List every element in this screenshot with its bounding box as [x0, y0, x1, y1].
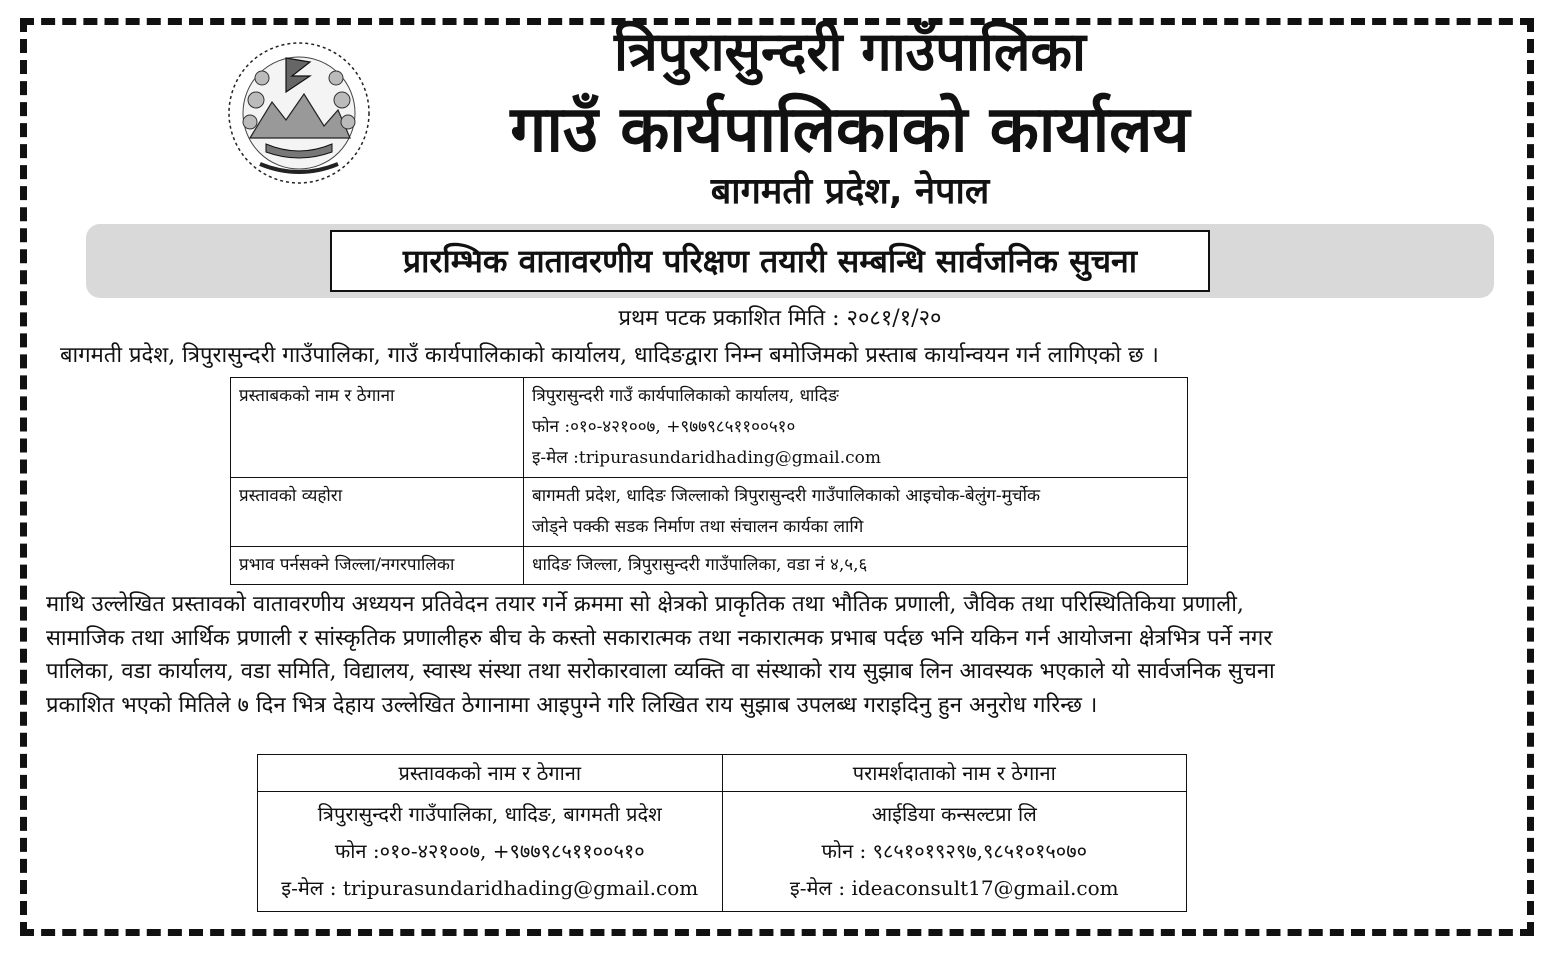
proponent-name: त्रिपुरासुन्दरी गाउँपालिका, धादिङ, बागमती प्रदेश	[317, 802, 662, 826]
request-paragraph	[46, 588, 1516, 722]
value-line: त्रिपुरासुन्दरी गाउँ कार्यपालिकाको कार्यालय, धादिङ	[532, 386, 839, 406]
office-name: गाउँ कार्यपालिकाको कार्यालय	[510, 93, 1190, 167]
consultant-contact	[722, 792, 1187, 912]
value-line: बागमती प्रदेश, धादिङ जिल्लाको त्रिपुरासुन्दरी गाउँपालिकाको आइचोक-बेलुंग-मुर्चोक	[532, 486, 1041, 506]
consultant-email: इ-मेल : ideaconsult17@gmail.com	[789, 876, 1119, 900]
intro-paragraph: बागमती प्रदेश, त्रिपुरासुन्दरी गाउँपालिका, गाउँ कार्यपालिकाको कार्यालय, धादिङद्वारा निम्न बमोजिमको प्रस्ताब कार्यान्वयन गर्न लागिएको छ ।	[60, 343, 1159, 368]
column-header: परामर्शदाताको नाम र ठेगाना	[722, 755, 1187, 792]
row-label: प्रभाव पर्नसक्ने जिल्ला/नगरपालिका	[231, 547, 524, 585]
notice-title: प्रारम्भिक वातावरणीय परिक्षण तयारी सम्बन्धि सार्वजनिक सुचना	[330, 230, 1210, 292]
paragraph-line: माथि उल्लेखित प्रस्तावको वातावरणीय अध्ययन प्रतिवेदन तयार गर्ने क्रममा सो क्षेत्रको प्राकृतिक तथा भौतिक प्रणाली, जैविक तथा परिस्थितिकिया प्रणाली,	[46, 592, 1244, 617]
municipality-name: त्रिपुरासुन्दरी गाउँपालिका	[614, 20, 1086, 83]
proponent-email: इ-मेल : tripurasundaridhading@gmail.com	[281, 876, 699, 900]
row-label: प्रस्तावको व्यहोरा	[231, 478, 524, 547]
column-header: प्रस्तावकको नाम र ठेगाना	[258, 755, 723, 792]
province-name: बागमती प्रदेश, नेपाल	[710, 171, 990, 212]
table-row	[258, 792, 1187, 912]
proponent-contact	[258, 792, 723, 912]
value-line: फोन :०१०-४२१००७, +९७७९८५११००५१०	[532, 417, 796, 437]
contact-table	[257, 754, 1187, 912]
consultant-phone: फोन : ९८५१०१९२९७,९८५१०१५०७०	[821, 839, 1087, 863]
paragraph-line: सामाजिक तथा आर्थिक प्रणाली र सांस्कृतिक प्रणालीहरु बीच के कस्तो सकारात्मक तथा नकारात्मक प्रभाब पर्दछ भनि यकिन गर्न आयोजना क्षेत्रभित्र पर्ने नगर	[46, 625, 1273, 651]
proponent-phone: फोन :०१०-४२१००७, +९७७९८५११००५१०	[334, 839, 645, 863]
row-value	[524, 478, 1188, 547]
table-row	[231, 378, 1188, 478]
paragraph-line: प्रकाशित भएको मितिले ७ दिन भित्र देहाय उल्लेखित ठेगानामा आइपुग्ने गरि लिखित राय सुझाब उपलब्ध गराइदिनु हुन अनुरोध गरिन्छ ।	[46, 692, 1098, 718]
row-value	[524, 547, 1188, 585]
table-header-row	[258, 755, 1187, 792]
row-value	[524, 378, 1188, 478]
paragraph-line: पालिका, वडा कार्यालय, वडा समिति, विद्यालय, स्वास्थ संस्था तथा सरोकारवाला व्यक्ति वा संस्थाको राय सुझाब लिन आवस्यक भएकाले यो सार्वजनिक सुचना	[46, 659, 1275, 684]
table-row	[231, 478, 1188, 547]
publish-date: प्रथम पटक प्रकाशित मिति : २०८१/१/२०	[618, 306, 942, 331]
consultant-name: आईडिया कन्सल्टप्रा लि	[871, 802, 1037, 826]
row-label: प्रस्ताबकको नाम र ठेगाना	[231, 378, 524, 478]
table-row	[231, 547, 1188, 585]
value-line: धादिङ जिल्ला, त्रिपुरासुन्दरी गाउँपालिका, वडा नं ४,५,६	[532, 555, 868, 575]
value-line: जोड्ने पक्की सडक निर्माण तथा संचालन कार्यका लागि	[532, 517, 864, 537]
value-line: इ-मेल :tripurasundaridhading@gmail.com	[532, 448, 882, 468]
proposal-details-table	[230, 377, 1188, 585]
